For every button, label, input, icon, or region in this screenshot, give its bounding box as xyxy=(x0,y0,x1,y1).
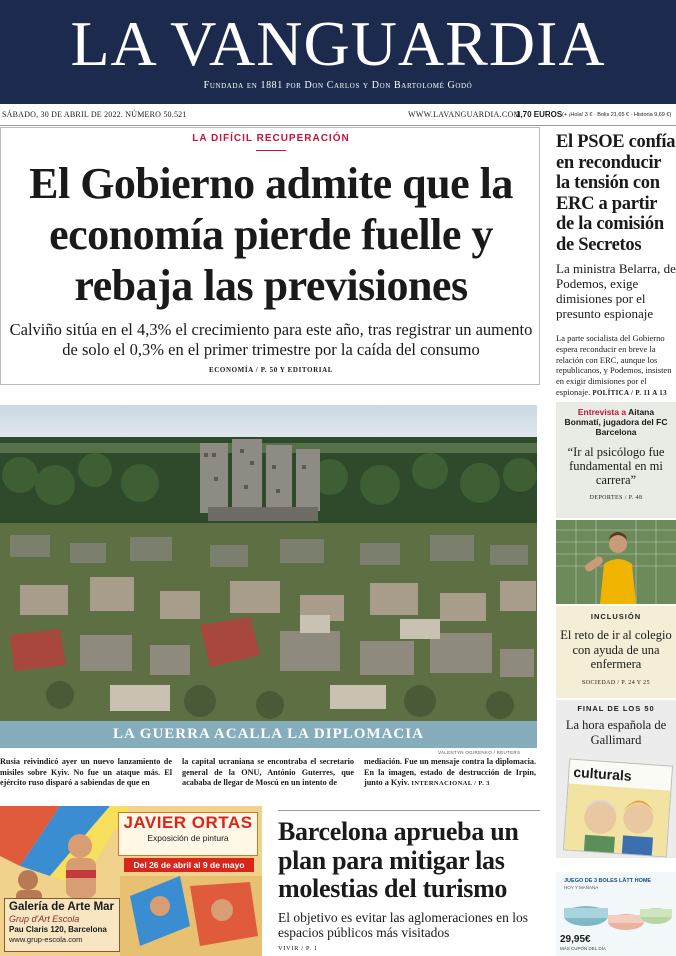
photo-text xyxy=(0,757,537,791)
promo-price: 29,95€ xyxy=(560,934,591,945)
lead-headline[interactable]: El Gobierno admite que la economía pierde fuelle y rebaja las previsiones xyxy=(29,159,513,310)
interview-teaser[interactable] xyxy=(556,402,676,518)
promo-coupon: MÁS CUPÓN DEL DÍA xyxy=(560,946,606,951)
culturals-cover-title: culturals xyxy=(572,763,633,784)
inclusion-title[interactable]: El reto de ir al colegio con ayuda de una enfermera xyxy=(560,628,672,671)
promo-box[interactable] xyxy=(556,872,676,956)
gallery-name: Galería de Arte Mar xyxy=(9,901,115,913)
side-subhead: La ministra Belarra, de Podemos, exige dimisiones por el presunto espionaje xyxy=(556,261,676,321)
destroyed-town-image xyxy=(0,405,537,748)
final-title[interactable]: La hora española de Gallimard xyxy=(565,718,667,747)
founded-line: Fundada en 1881 por Don Carlos y Don Bartolomé Godó xyxy=(203,80,473,91)
side-body xyxy=(556,333,676,399)
photo-text-col3-body: mediación. Fue un mensaje contra la diplomacia. En la imagen, estado de destrucción de Irpín, junto a Kyiv. xyxy=(364,757,536,788)
interview-quote[interactable]: “Ir al psicólogo fue fundamental en mi carrera” xyxy=(567,445,665,487)
side-page-ref: POLÍTICA / P. 11 A 13 xyxy=(592,388,667,397)
tourism-page-ref: VIVIR / P. 1 xyxy=(278,944,318,952)
side-headline[interactable]: El PSOE confía en reconducir la tensión con ERC a partir de la comisión de Secretos xyxy=(556,132,676,255)
inclusion-teaser[interactable] xyxy=(556,606,676,698)
photo-text-col3 xyxy=(364,757,536,790)
inclusion-kicker: INCLUSIÓN xyxy=(590,612,642,621)
lead-kicker: LA DIFÍCIL RECUPERACIÓN xyxy=(192,133,350,144)
art-exhibition-ad[interactable] xyxy=(0,806,262,956)
interview-page-ref: DEPORTES / P. 48 xyxy=(589,495,643,501)
gallery-group: Grup d'Art Escola xyxy=(9,914,80,924)
lead-page-ref: ECONOMÍA / P. 50 Y EDITORIAL xyxy=(208,366,334,374)
photo-text-col2: la capital ucraniana se encontraba el secretario general de la ONU, António Guterres, que acababa de llegar de Moscú en un intento de xyxy=(182,757,354,788)
final-kicker: FINAL DE LOS 50 xyxy=(577,704,655,713)
main-photo[interactable] xyxy=(0,405,537,748)
side-body-text: La parte socialista del Gobierno espera reconducir en breve la relación con ERC, aunque los republicanos, y Podemos, insisten en exigir dimisiones por el espionaje. xyxy=(556,333,672,397)
artist-box xyxy=(118,812,258,856)
promo-subtitle: HOY Y MAÑANA xyxy=(564,885,599,890)
masthead xyxy=(0,0,676,104)
photo-credit: VALENTYN OGIRENKO / REUTERS xyxy=(438,750,521,755)
gallery-address: Pau Claris 120, Barcelona xyxy=(9,925,107,934)
culture-teaser[interactable] xyxy=(556,700,676,858)
culturals-cover[interactable] xyxy=(563,758,673,857)
football-player-image xyxy=(556,520,676,604)
player-photo xyxy=(556,520,676,604)
tourism-headline[interactable]: Barcelona aprueba un plan para mitigar las molestias del turismo xyxy=(278,817,519,903)
website-url[interactable]: WWW.LAVANGUARDIA.COM xyxy=(408,110,521,119)
gallery-info xyxy=(4,898,120,952)
interview-kicker: Entrevista a xyxy=(577,407,627,417)
artist-name: JAVIER ORTAS xyxy=(123,813,253,832)
tourism-subhead: El objetivo es evitar las aglomeraciones en los espacios públicos más visitados xyxy=(278,909,529,940)
exhibition-label: Exposición de pintura xyxy=(147,833,229,843)
exhibition-dates: Del 26 de abril al 9 de mayo xyxy=(124,858,254,872)
cover-price: 1,70 EUROS xyxy=(516,110,563,119)
photo-text-col1: Rusia reivindicó ayer un nuevo lanzamiento de misiles sobre Kyiv. No fue un ataque más. El ejército ruso disparó a sabiendas de que en xyxy=(0,757,172,788)
side-story[interactable] xyxy=(556,132,676,397)
story-divider xyxy=(278,810,540,811)
issue-date: SÁBADO, 30 DE ABRIL DE 2022. NÚMERO 50.521 xyxy=(2,110,187,119)
newspaper-logo[interactable]: LA VANGUARDIA xyxy=(70,8,606,79)
interview-subject: Aitana Bonmatí, jugadora del FC Barcelona xyxy=(564,407,668,437)
photo-caption: LA GUERRA ACALLA LA DIPLOMACIA xyxy=(0,721,537,748)
kicker-divider xyxy=(256,150,286,151)
promo-title: JUEGO DE 3 BOLES LÄTT HOME xyxy=(564,878,652,884)
lead-subhead: Calviño sitúa en el 4,3% el crecimiento para este año, tras registrar un aumento de solo el 0,3% en el primer trimestre por la caída del consumo xyxy=(9,320,533,359)
interview-kicker-line xyxy=(559,407,673,437)
photo-page-ref: INTERNACIONAL / P. 3 xyxy=(411,780,490,788)
price-extras: (+ ¡Hola! 3 € · Bolis 21,65 € · Historia 9,69 €) xyxy=(562,112,672,118)
inclusion-page-ref: SOCIEDAD / P. 24 Y 25 xyxy=(582,679,650,686)
lead-story[interactable] xyxy=(0,127,540,385)
tourism-story[interactable] xyxy=(278,818,540,956)
gallery-web[interactable]: www.grup-escola.com xyxy=(9,935,83,944)
dateline xyxy=(0,104,676,126)
